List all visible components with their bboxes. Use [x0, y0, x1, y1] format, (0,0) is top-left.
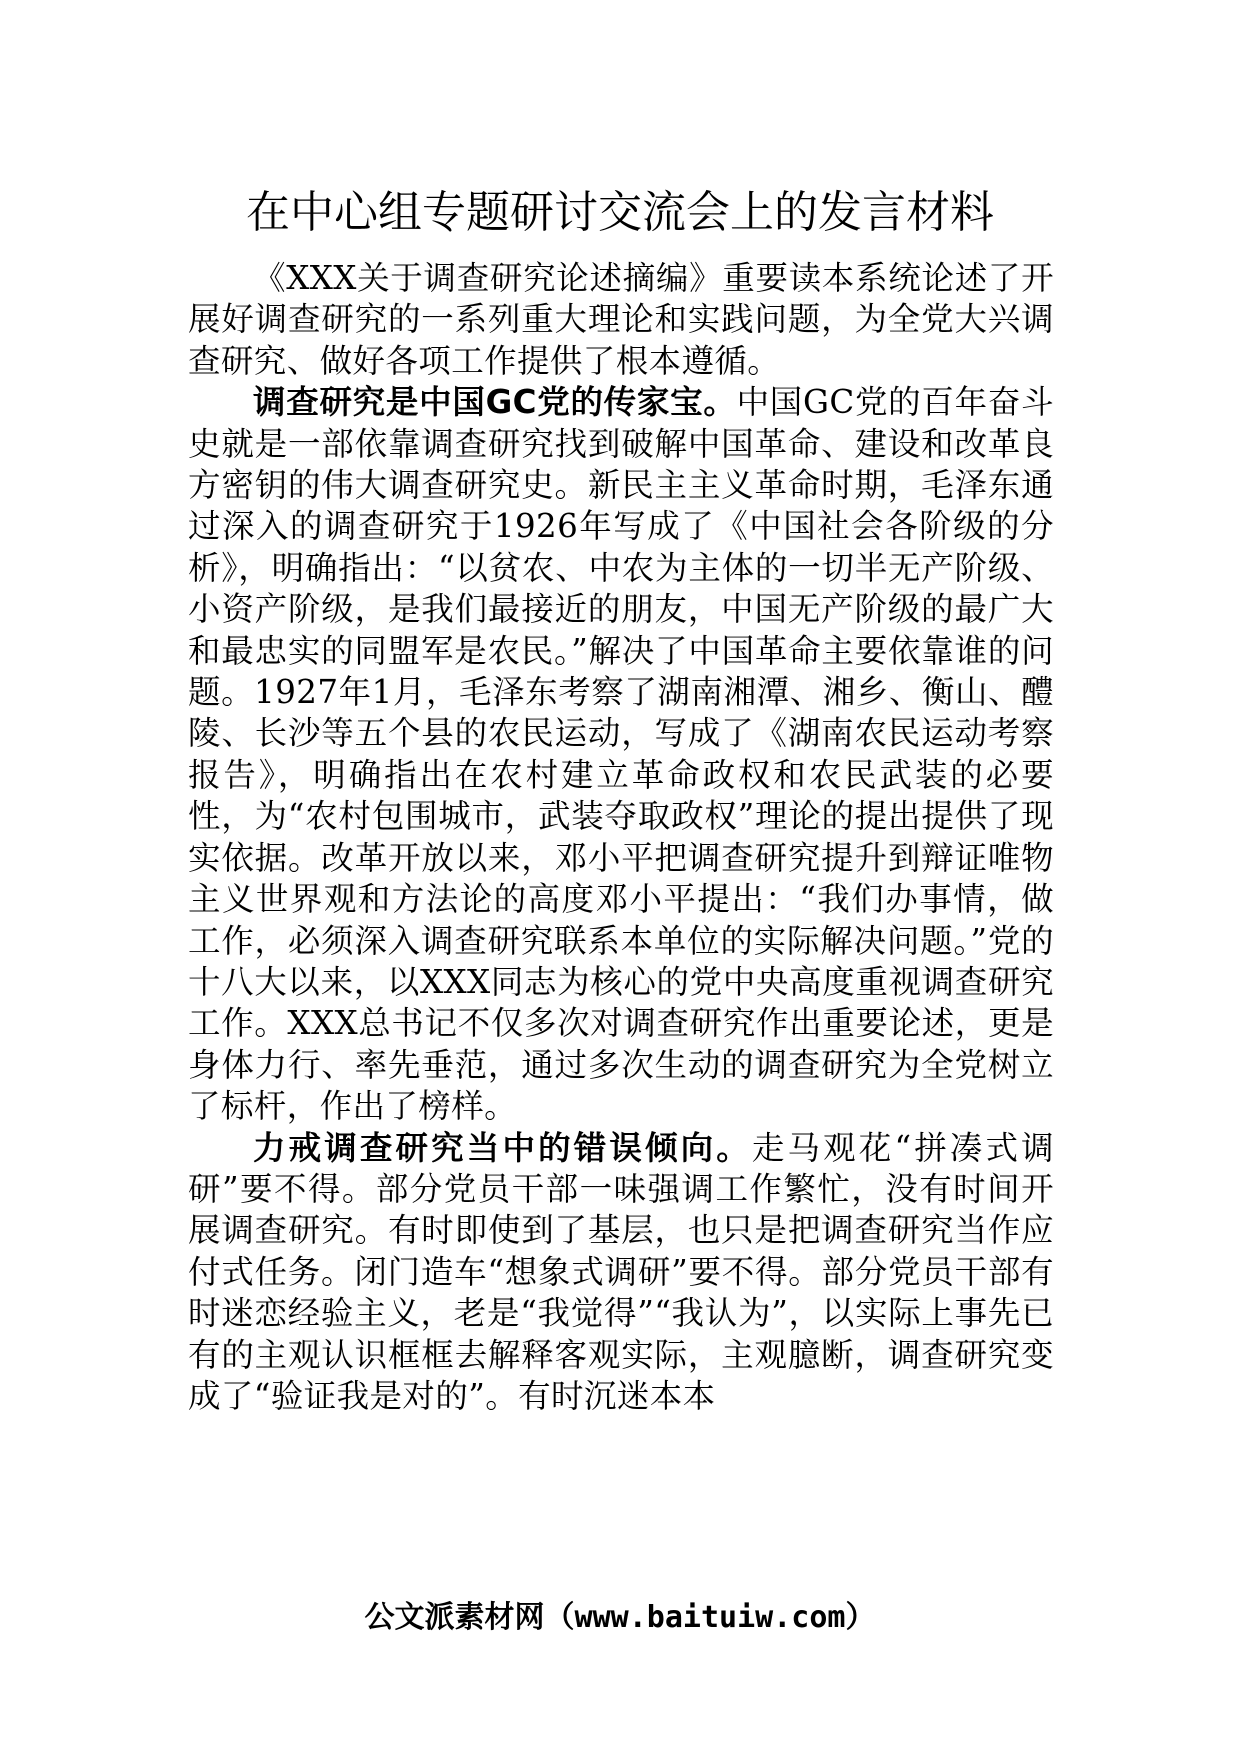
document-body [188, 258, 1054, 1417]
page-title: 在中心组专题研讨交流会上的发言材料 [246, 187, 994, 238]
paragraph-text: 《XXX关于调查研究论述摘编》重要读本系统论述了开展好调查研究的一系列重大理论和实践问题，为全党大兴调查研究、做好各项工作提供了根本遵循。 [188, 259, 1054, 380]
paragraph-intro [188, 258, 1054, 382]
paragraph-heading: 调查研究是中国GC党的传家宝。 [253, 383, 737, 422]
paragraph-tradition [188, 382, 1054, 1127]
paragraph-heading: 力戒调查研究当中的错误倾向。 [253, 1128, 752, 1167]
page-footer-source: 公文派素材网（www.baituiw.com） [364, 1600, 876, 1635]
paragraph-text: 走马观花“拼凑式调研”要不得。部分党员干部一味强调工作繁忙，没有时间开展调查研究。有时即使到了基层，也只是把调查研究当作应付式任务。闭门造车“想象式调研”要不得。部分党员干部有时迷恋经验主义，老是“我觉得”“我认为”，以实际上事先已有的主观认识框框去解释客观实际，主观臆断，调查研究变成了“验证我是对的”。有时沉迷本本 [188, 1128, 1055, 1415]
paragraph-wrong-tendencies [188, 1128, 1054, 1418]
paragraph-text: 中国GC党的百年奋斗史就是一部依靠调查研究找到破解中国革命、建设和改革良方密钥的伟大调查研究史。新民主主义革命时期，毛泽东通过深入的调查研究于1926年写成了《中国社会各阶级的分析》，明确指出：“以贫农、中农为主体的一切半无产阶级、小资产阶级，是我们最接近的朋友，中国无产阶级的最广大和最忠实的同盟军是农民。”解决了中国革命主要依靠谁的问题。1927年1月，毛泽东考察了湖南湘潭、湘乡、衡山、醴陵、长沙等五个县的农民运动，写成了《湖南农民运动考察报告》，明确指出在农村建立革命政权和农民武装的必要性，为“农村包围城市，武装夺取政权”理论的提出提供了现实依据。改革开放以来，邓小平把调查研究提升到辩证唯物主义世界观和方法论的高度邓小平提出：“我们办事情，做工作，必须深入调查研究联系本单位的实际解决问题。”党的十八大以来，以XXX同志为核心的党中央高度重视调查研究工作。XXX总书记不仅多次对调查研究作出重要论述，更是身体力行、率先垂范，通过多次生动的调查研究为全党树立了标杆，作出了榜样。 [188, 383, 1054, 1126]
